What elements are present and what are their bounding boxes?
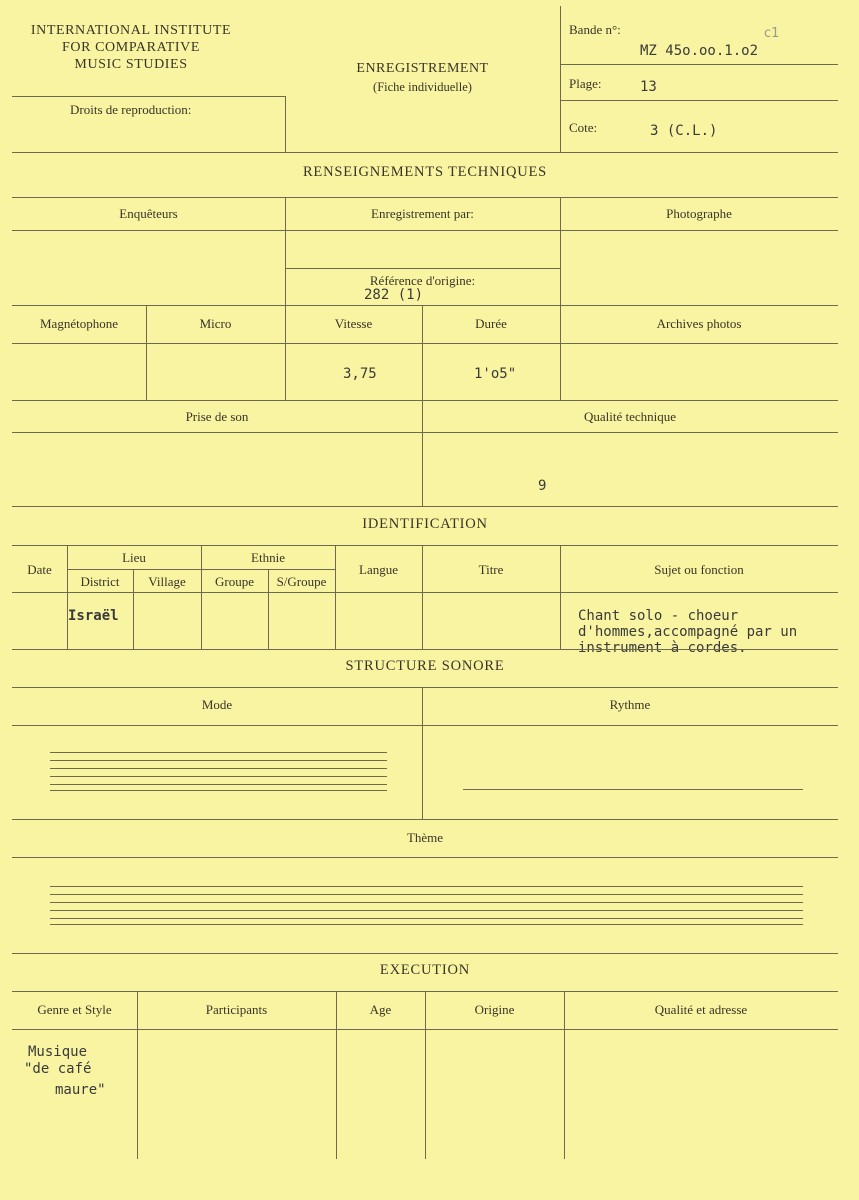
band-label: Bande n°: bbox=[569, 22, 621, 37]
duration-value: 1'o5" bbox=[474, 366, 517, 382]
rule bbox=[560, 100, 838, 101]
execution-section-title: EXECUTION bbox=[379, 962, 471, 978]
theme-staff-line bbox=[50, 902, 803, 903]
photographer-label: Photographe bbox=[666, 206, 732, 221]
mode-staff-line bbox=[50, 760, 387, 761]
participants-label: Participants bbox=[205, 1002, 268, 1017]
rule bbox=[12, 687, 838, 688]
rule bbox=[560, 545, 561, 649]
rule bbox=[560, 6, 561, 152]
title-label: Titre bbox=[478, 562, 504, 577]
theme-staff-line bbox=[50, 910, 803, 911]
band-mark: c1 bbox=[764, 26, 780, 41]
theme-staff-line bbox=[50, 918, 803, 919]
mode-staff-line bbox=[50, 776, 387, 777]
rule bbox=[12, 592, 838, 593]
form-title: ENREGISTREMENT bbox=[356, 61, 489, 76]
quality-label: Qualité technique bbox=[583, 409, 677, 424]
district-label: District bbox=[80, 574, 120, 589]
rule bbox=[12, 230, 838, 231]
subject-line-1: Chant solo - choeur bbox=[578, 608, 739, 624]
rule bbox=[12, 400, 838, 401]
subject-line-2: d'hommes,accompagné par un bbox=[578, 624, 798, 640]
rule bbox=[422, 305, 423, 506]
form-subtitle: (Fiche individuelle) bbox=[373, 80, 472, 94]
quality-address-label: Qualité et adresse bbox=[654, 1002, 748, 1017]
rule bbox=[12, 545, 838, 546]
origin-label: Origine bbox=[474, 1002, 515, 1017]
village-label: Village bbox=[148, 574, 186, 589]
structure-section-title: STRUCTURE SONORE bbox=[345, 658, 505, 674]
recorded-by-label: Enregistrement par: bbox=[371, 206, 474, 221]
subject-label: Sujet ou fonction bbox=[654, 562, 744, 577]
rule bbox=[12, 197, 838, 198]
genre-line-2: "de café bbox=[24, 1061, 92, 1077]
recorder-label: Magnétophone bbox=[40, 316, 118, 331]
genre-line-1: Musique bbox=[28, 1044, 88, 1060]
place-label: Lieu bbox=[122, 550, 146, 565]
rhythm-line bbox=[463, 789, 803, 790]
rule bbox=[422, 545, 423, 649]
track-label: Plage: bbox=[569, 76, 602, 91]
subject-line-3: instrument à cordes. bbox=[578, 640, 747, 656]
band-value: MZ 45o.oo.1.o2 bbox=[640, 43, 759, 59]
date-label: Date bbox=[27, 562, 52, 577]
language-label: Langue bbox=[359, 562, 398, 577]
genre-label: Genre et Style bbox=[37, 1002, 112, 1017]
sound-label: Prise de son bbox=[185, 409, 249, 424]
duration-label: Durée bbox=[475, 316, 507, 331]
origin-ref-value: 282 (1) bbox=[364, 287, 424, 303]
theme-staff-line bbox=[50, 894, 803, 895]
investigators-label: Enquêteurs bbox=[119, 206, 178, 221]
rule bbox=[560, 64, 838, 65]
technical-section-title: RENSEIGNEMENTS TECHNIQUES bbox=[302, 164, 548, 180]
mode-staff-line bbox=[50, 790, 387, 791]
rule bbox=[12, 432, 838, 433]
rule bbox=[12, 506, 838, 507]
rule bbox=[12, 953, 838, 954]
rule bbox=[12, 343, 838, 344]
mode-label: Mode bbox=[201, 697, 233, 712]
rule bbox=[12, 649, 838, 650]
speed-label: Vitesse bbox=[334, 316, 373, 331]
rule bbox=[67, 569, 335, 570]
rule bbox=[12, 725, 838, 726]
rule bbox=[285, 268, 560, 269]
rule bbox=[12, 819, 838, 820]
institute-name-line-3: MUSIC STUDIES bbox=[74, 57, 188, 72]
rule bbox=[12, 96, 285, 97]
ethnic-label: Ethnie bbox=[251, 550, 285, 565]
district-value: Israël bbox=[68, 608, 119, 624]
rhythm-label: Rythme bbox=[609, 697, 651, 712]
micro-label: Micro bbox=[199, 316, 232, 331]
institute-name-line-1: INTERNATIONAL INSTITUTE bbox=[30, 23, 232, 38]
mode-staff-line bbox=[50, 784, 387, 785]
rule bbox=[12, 152, 838, 153]
rule bbox=[285, 96, 286, 152]
identification-section-title: IDENTIFICATION bbox=[362, 516, 488, 532]
theme-label: Thème bbox=[406, 830, 444, 845]
age-label: Age bbox=[369, 1002, 392, 1017]
theme-staff-line bbox=[50, 886, 803, 887]
speed-value: 3,75 bbox=[343, 366, 377, 382]
mode-staff-line bbox=[50, 768, 387, 769]
cote-label: Cote: bbox=[569, 120, 598, 135]
group-label: Groupe bbox=[215, 574, 254, 589]
rights-label: Droits de reproduction: bbox=[70, 102, 192, 117]
mode-staff-line bbox=[50, 752, 387, 753]
rule bbox=[335, 545, 336, 649]
origin-ref-label: Référence d'origine: bbox=[369, 273, 476, 288]
cote-value: 3 (C.L.) bbox=[650, 123, 718, 139]
rule bbox=[12, 857, 838, 858]
theme-staff-line bbox=[50, 924, 803, 925]
institute-name-line-2: FOR COMPARATIVE bbox=[61, 40, 200, 55]
subgroup-label: S/Groupe bbox=[276, 574, 327, 589]
quality-value: 9 bbox=[538, 478, 547, 494]
genre-line-3: maure" bbox=[55, 1082, 106, 1098]
track-value: 13 bbox=[640, 79, 657, 95]
rule bbox=[12, 305, 838, 306]
photo-archive-label: Archives photos bbox=[656, 316, 742, 331]
